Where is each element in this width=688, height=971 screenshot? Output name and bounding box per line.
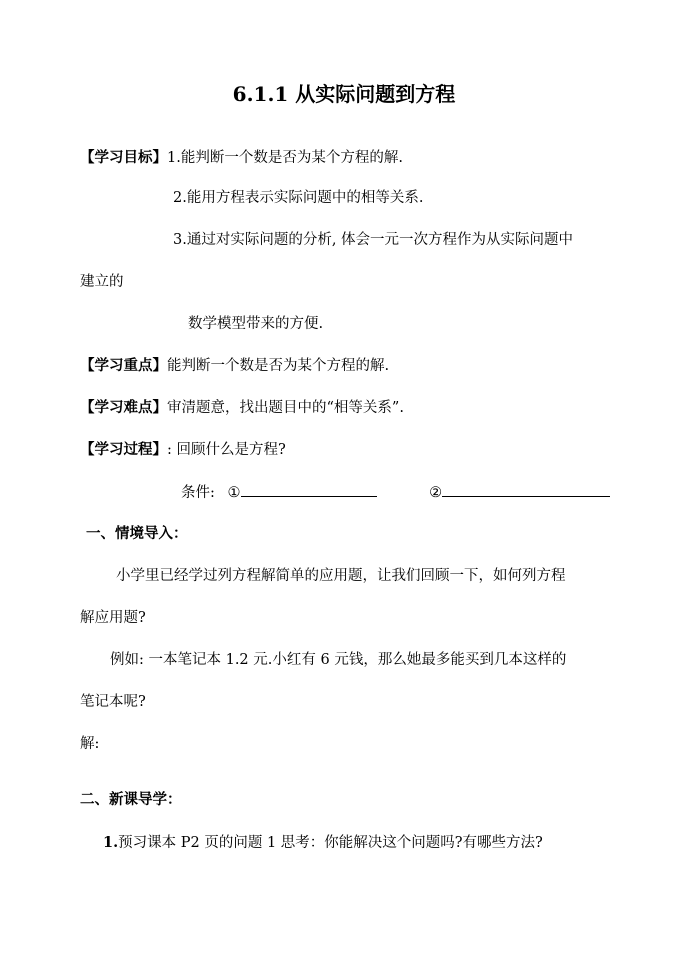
condition-2-mark: ② [429, 485, 443, 501]
objective-item-3a: 3.通过对实际问题的分析, 体会一元一次方程作为从实际问题中 [173, 232, 574, 248]
difficulty-label: 【学习难点】 [80, 399, 167, 416]
section-2-item-1-number: 1. [103, 834, 119, 851]
section-1-heading: 一、情境导入： [86, 525, 188, 542]
objective-item-3c: 数学模型带来的方便. [188, 316, 324, 332]
key-point-label: 【学习重点】 [80, 357, 167, 374]
section-1-para-line-1: 小学里已经学过列方程解简单的应用题，让我们回顾一下，如何列方程 [116, 568, 566, 584]
process-label: 【学习过程】 [80, 441, 167, 458]
process-row [80, 440, 286, 460]
objective-item-1: 1.能判断一个数是否为某个方程的解. [167, 150, 403, 166]
example-line-2: 笔记本呢? [80, 694, 146, 710]
difficulty-row [80, 398, 404, 418]
objectives-label: 【学习目标】 [80, 149, 167, 166]
section-2-heading: 二、新课导学： [80, 791, 182, 808]
conditions-row [181, 482, 610, 503]
solution-label: 解: [80, 736, 100, 752]
example-line-1: 例如: 一本笔记本 1.2 元.小红有 6 元钱，那么她最多能买到几本这样的 [110, 652, 567, 668]
section-2-item-1-text: 预习课本 P2 页的问题 1 思考：你能解决这个问题吗?有哪些方法? [118, 835, 543, 851]
key-point-text: 能判断一个数是否为某个方程的解. [167, 358, 390, 374]
page-title: 6.1.1 从实际问题到方程 [232, 82, 456, 106]
key-point-row [80, 356, 389, 376]
section-1-para-line-2: 解应用题? [80, 610, 146, 626]
section-2-item-1 [103, 833, 543, 853]
condition-1-mark: ① [227, 485, 241, 501]
condition-1-blank [241, 482, 377, 497]
process-text: : 回顾什么是方程? [167, 442, 286, 458]
difficulty-text: 审清题意，找出题目中的“相等关系”. [167, 400, 404, 416]
objective-item-3b: 建立的 [80, 274, 124, 290]
condition-2-blank [442, 482, 610, 497]
objectives-row [80, 148, 403, 168]
objective-item-2: 2.能用方程表示实际问题中的相等关系. [173, 190, 424, 206]
conditions-label: 条件: [181, 485, 215, 501]
